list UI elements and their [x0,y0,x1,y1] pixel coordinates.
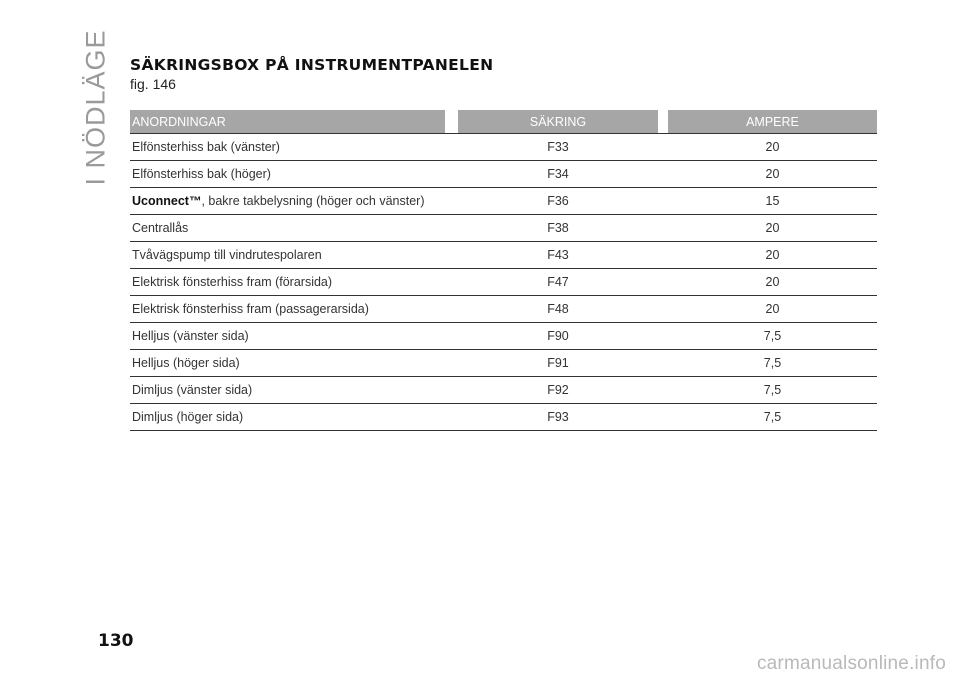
cell-ampere: 20 [765,248,780,262]
figure-reference: fig. 146 [130,76,176,92]
device-text: , bakre takbelysning (höger och vänster) [201,194,425,208]
cell-device [130,410,447,424]
table-row [130,161,877,188]
cell-ampere: 20 [765,167,780,181]
cell-device [130,167,447,181]
cell-ampere: 20 [765,221,780,235]
cell-fuse: F33 [547,140,569,154]
table-row [130,242,877,269]
cell-fuse: F90 [547,329,569,343]
page-number: 130 [98,631,134,651]
device-text: Helljus (vänster sida) [132,329,249,343]
cell-device [130,194,447,208]
device-text: Centrallås [132,221,189,235]
device-text: Elfönsterhiss bak (vänster) [132,140,280,154]
cell-device [130,221,447,235]
table-header [130,110,877,133]
table-body [130,134,877,431]
cell-ampere: 7,5 [763,383,782,397]
cell-fuse: F38 [547,221,569,235]
cell-device [130,383,447,397]
table-row [130,296,877,323]
cell-ampere: 7,5 [763,410,782,424]
cell-fuse: F43 [547,248,569,262]
cell-fuse: F34 [547,167,569,181]
cell-device [130,275,447,289]
cell-fuse: F48 [547,302,569,316]
cell-ampere: 7,5 [763,329,782,343]
section-tab-label: I NÖDLÄGE [80,29,111,186]
device-text: Tvåvägspump till vindrutespolaren [132,248,322,262]
cell-fuse: F92 [547,383,569,397]
table-row [130,134,877,161]
cell-ampere: 20 [765,275,780,289]
table-row [130,269,877,296]
cell-ampere: 20 [765,140,780,154]
cell-fuse: F47 [547,275,569,289]
table-row [130,215,877,242]
device-text: Dimljus (höger sida) [132,410,244,424]
table-row [130,350,877,377]
table-row [130,377,877,404]
table-row [130,323,877,350]
cell-fuse: F91 [547,356,569,370]
table-row [130,404,877,431]
device-text: Elektrisk fönsterhiss fram (förarsida) [132,275,333,289]
cell-device [130,356,447,370]
header-devices: ANORDNINGAR [130,110,445,133]
watermark: carmanualsonline.info [756,653,946,674]
table-row [130,188,877,215]
cell-device [130,140,447,154]
device-text: Elfönsterhiss bak (höger) [132,167,271,181]
section-tab [80,29,111,186]
device-text: Dimljus (vänster sida) [132,383,253,397]
cell-ampere: 20 [765,302,780,316]
device-text: Elektrisk fönsterhiss fram (passagerarsida) [132,302,369,316]
cell-fuse: F93 [547,410,569,424]
header-fuse: SÄKRING [458,110,658,133]
cell-fuse: F36 [547,194,569,208]
device-text: Helljus (höger sida) [132,356,240,370]
page-title: SÄKRINGSBOX PÅ INSTRUMENTPANELEN [130,56,494,74]
cell-ampere: 7,5 [763,356,782,370]
cell-device [130,302,447,316]
fuse-table [130,110,877,431]
cell-device [130,248,447,262]
cell-ampere: 15 [765,194,780,208]
device-brand: Uconnect™ [132,194,202,208]
header-ampere: AMPERE [668,110,877,133]
cell-device [130,329,447,343]
